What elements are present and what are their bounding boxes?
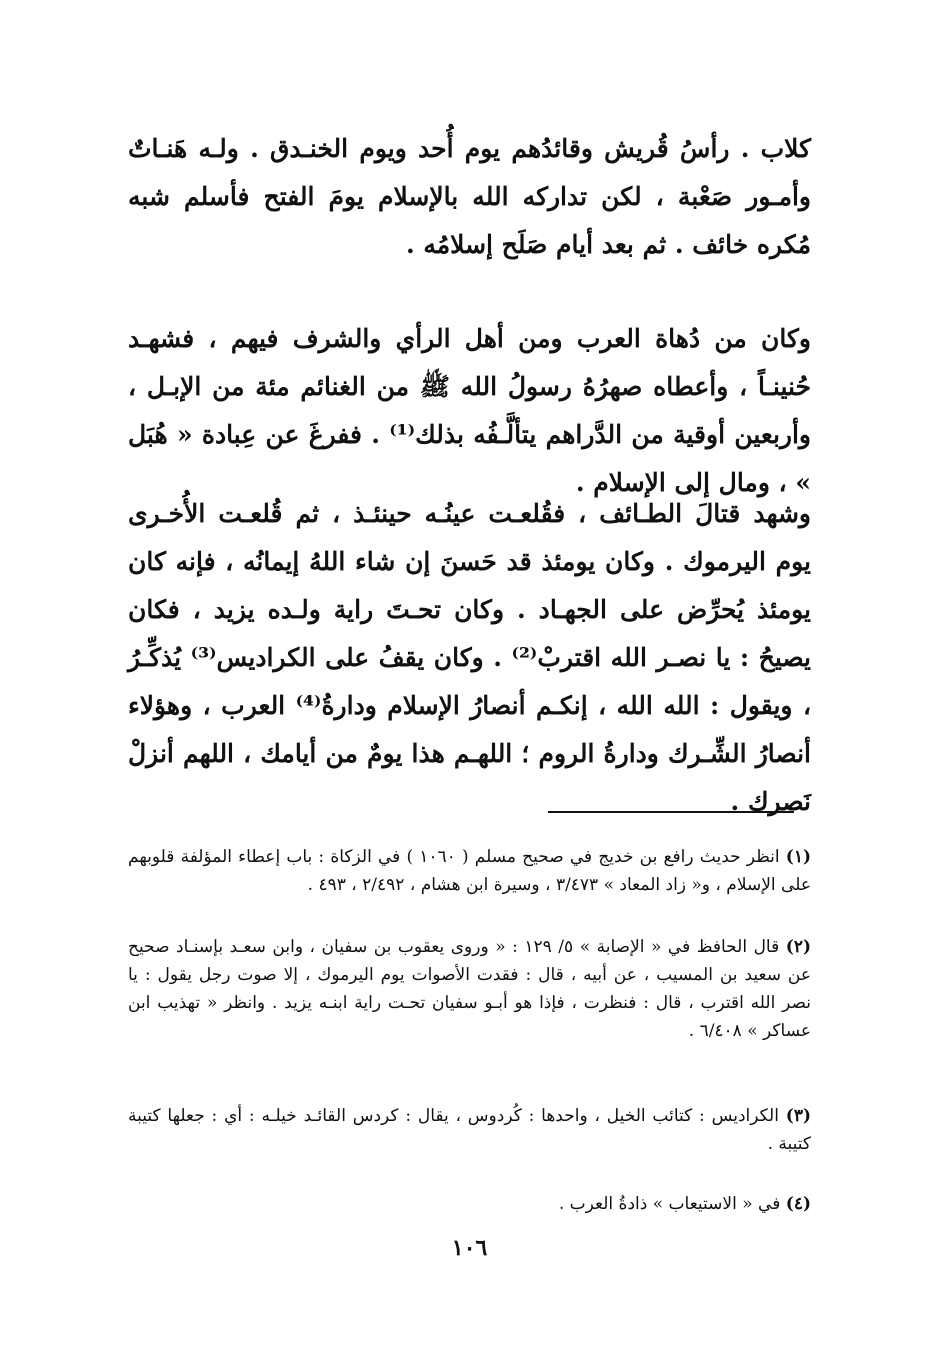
footnote <box>128 1102 811 1158</box>
footnote <box>128 1190 811 1218</box>
footnote-text: قال الحافظ في « الإصابة » ٥/ ١٢٩ : « وروى يعقوب بن سفيان ، وابن سعـد بإسنـاد صحيح عن سعيد بن المسيب ، عن أبيه ، قال : فقدت الأصوات يوم اليرموك ، إلا صوت رجل يقول : يا نصر الله اقترب ، قال : فنظرت ، فإذا هو أبـو سفيان تحـت راية ابنـه يزيد . وانظر « تهذيب ابن عساكر » ٦/٤٠٨ . <box>128 937 811 1041</box>
footnote-text: الكراديس : كتائب الخيل ، واحدها : كُردوس ، يقال : كردس القائـد خيلـه : أي : جعلها كتيبة كتيبة . <box>128 1106 811 1154</box>
footnote-number: (٤) <box>785 1194 811 1214</box>
footnote-separator <box>548 811 794 813</box>
footnote <box>128 843 811 899</box>
footnote-number: (٣) <box>785 1106 811 1126</box>
footnote-text: انظر حديث رافع بن خديج في صحيح مسلم ( ١٠٦٠ ) في الزكاة : باب إعطاء المؤلفة قلوبهم على الإسلام ، و« زاد المعاد » ٣/٤٧٣ ، وسيرة ابن هشام ، ٢/٤٩٢ ، ٤٩٣ . <box>128 847 811 895</box>
page-number: ١٠٦ <box>451 1235 488 1261</box>
body-paragraph: كلاب . رأسُ قُريش وقائدُهم يوم أُحد ويوم الخنـدق . ولـه هَنـاتٌ وأمـور صَعْبة ، لكن تداركه الله بالإسلام يومَ الفتح فأسلم شبه مُكره خائف . ثم بعد أيام صَلَح إسلامُه . <box>128 134 811 259</box>
footnote <box>128 933 811 1045</box>
footnote-text: في « الاستيعاب » ذادةُ العرب . <box>558 1194 781 1214</box>
footnote-number: (٢) <box>785 937 811 957</box>
footnote-number: (١) <box>785 847 812 867</box>
body-paragraph: وكان من دُهاة العرب ومن أهل الرأي والشرف فيهم ، فشهـد حُنينـاً ، وأعطاه صهرُهُ رسولُ الله ﷺ من الغنائم مئة من الإبـل ، وأربعين أوقية من الدَّراهم يتألَّـفُه بذلك⁽¹⁾ . ففرغَ عن عِبادة « هُبَل » ، ومال إلى الإسلام . <box>128 324 811 497</box>
body-paragraph: وشهد قتالَ الطـائف ، فقُلعـت عينُـه حينئـذ ، ثم قُلعـت الأُخـرى يوم اليرموك . وكان يومئذ قد حَسنَ إن شاء اللهُ إيمانُه ، فإنه كان يومئذ يُحرِّض على الجهـاد . وكان تحـتَ راية ولـده يزيد ، فكان يصيحُ : يا نصـر الله اقتربْ⁽²⁾ . وكان يقفُ على الكراديس⁽³⁾ يُذكِّـرُ ، ويقول : الله الله ، إنكـم أنصارُ الإسلام ودارةُ⁽⁴⁾ العرب ، وهؤلاء أنصارُ الشِّـرك ودارةُ الروم ؛ اللهـم هذا يومٌ من أيامك ، اللهم أنزلْ نَصرك . <box>128 499 812 816</box>
